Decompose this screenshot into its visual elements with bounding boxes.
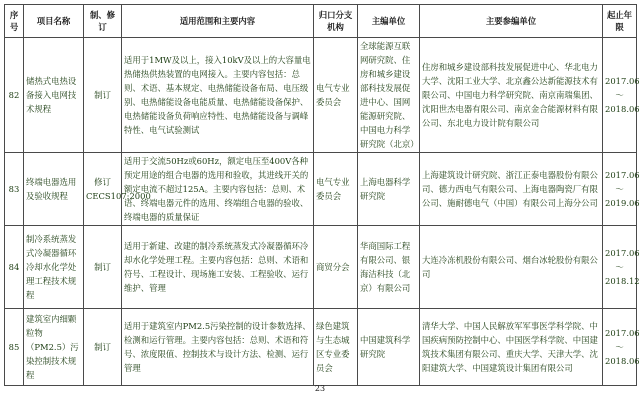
period-start: 2017.06 <box>605 170 640 180</box>
table-row <box>5 226 637 309</box>
row-seq: 82 <box>5 38 24 153</box>
row-seq: 85 <box>5 309 24 386</box>
header-chief: 主编单位 <box>358 5 420 38</box>
row-period <box>603 38 640 153</box>
period-end: 2018.12 <box>605 276 640 286</box>
row-revise: 制订 <box>84 309 122 386</box>
period-tilde: ～ <box>615 184 624 194</box>
table-row <box>5 38 637 153</box>
header-name: 项目名称 <box>24 5 84 38</box>
row-revise: 制订 <box>84 226 122 309</box>
row-revise: 修订CECS107:2000 <box>84 153 122 226</box>
period-start: 2017.06 <box>605 328 640 338</box>
row-participants: 住房和城乡建设部科技发展促进中心、华北电力大学、沈阳工业大学、北京鑫公达新能源技术有限公司、中国电力科学研究院、南京南瑞集团、沈阳世杰电器有限公司、南京金合能源材料有限公司、东北电力设计院有限公司 <box>420 38 603 153</box>
row-participants: 上海建筑设计研究院、浙江正泰电器股份有限公司、德力西电气有限公司、上海电器陶瓷厂有限公司、施耐德电气（中国）有限公司上海分公司 <box>420 153 603 226</box>
standards-table <box>4 4 640 386</box>
row-scope: 适用于交流50Hz或60Hz，额定电压至400V各种预定用途的组合电器的选用和验收，其进线开关的额定电流不超过125A。主要内容包括：总则、术语、终端电器元件的选用、终端组合电器的验收、终端电器的质量保证 <box>122 153 314 226</box>
period-end: 2019.06 <box>605 198 640 208</box>
period-start: 2017.06 <box>605 76 640 86</box>
header-revise: 制、修订 <box>84 5 122 38</box>
page-number: 23 <box>314 384 326 393</box>
row-branch: 商贸分会 <box>314 226 358 309</box>
row-scope: 适用于建筑室内PM2.5污染控制的设计参数选择、检测和运行管理。主要内容包括：总则、术语和符号、浓度限值、控制技术与设计方法、检测、运行管理 <box>122 309 314 386</box>
row-seq: 83 <box>5 153 24 226</box>
row-period <box>603 226 640 309</box>
row-revise: 制订 <box>84 38 122 153</box>
header-branch: 归口分支机构 <box>314 5 358 38</box>
row-period <box>603 153 640 226</box>
header-period: 起止年限 <box>603 5 637 38</box>
row-name: 制冷系统蒸发式冷凝器循环冷却水化学处理工程技术规程 <box>24 226 84 309</box>
header-scope: 适用范围和主要内容 <box>122 5 314 38</box>
period-end: 2018.06 <box>605 356 640 366</box>
row-period <box>603 309 640 386</box>
period-start: 2017.06 <box>605 248 640 258</box>
row-chief: 中国建筑科学研究院 <box>358 309 420 386</box>
row-chief: 华商国际工程有限公司、银海洁科技（北京）有限公司 <box>358 226 420 309</box>
header-participants: 主要参编单位 <box>420 5 603 38</box>
row-scope: 适用于新建、改建的制冷系统蒸发式冷凝器循环冷却水化学处理工程。主要内容包括：总则、术语和符号、工程设计、现场施工安装、工程验收、运行维护、管理 <box>122 226 314 309</box>
row-scope: 适用于1MW及以上，接入10kV及以上的大容量电热储热供热装置的电网接入。主要内容包括：总则、术语、基本规定、电热储能设备布局、电压级别、电热储能设备电能质量、电热储能设备保护、电热储能设备负荷响应特性、电热储能设备与调峰特性、电气试验测试 <box>122 38 314 153</box>
row-seq: 84 <box>5 226 24 309</box>
period-tilde: ～ <box>615 262 624 272</box>
row-participants: 大连冷冻机股份有限公司、烟台冰轮股份有限公司 <box>420 226 603 309</box>
row-name: 终端电器选用及验收规程 <box>24 153 84 226</box>
row-branch: 电气专业委员会 <box>314 38 358 153</box>
row-branch: 绿色建筑与生态城区专业委员会 <box>314 309 358 386</box>
row-name: 建筑室内细颗粒物（PM2.5）污染控制技术规程 <box>24 309 84 386</box>
table-row <box>5 309 637 386</box>
period-tilde: ～ <box>615 90 624 100</box>
row-branch: 电气专业委员会 <box>314 153 358 226</box>
row-chief: 上海电器科学研究院 <box>358 153 420 226</box>
header-seq: 序号 <box>5 5 24 38</box>
row-chief: 全球能源互联网研究院、住房和城乡建设部科技发展促进中心、国网能源研究院、中国电力科学研究院（北京） <box>358 38 420 153</box>
period-tilde: ～ <box>615 342 624 352</box>
row-name: 储热式电热设备接入电网技术规程 <box>24 38 84 153</box>
table-row <box>5 153 637 226</box>
row-participants: 清华大学、中国人民解放军军事医学科学院、中国疾病预防控制中心、中国医学科学院、中国建筑技术集团有限公司、重庆大学、天津大学、沈阳建筑大学、中国建筑设计集团有限公司 <box>420 309 603 386</box>
header-row <box>5 5 637 38</box>
period-end: 2018.06 <box>605 104 640 114</box>
